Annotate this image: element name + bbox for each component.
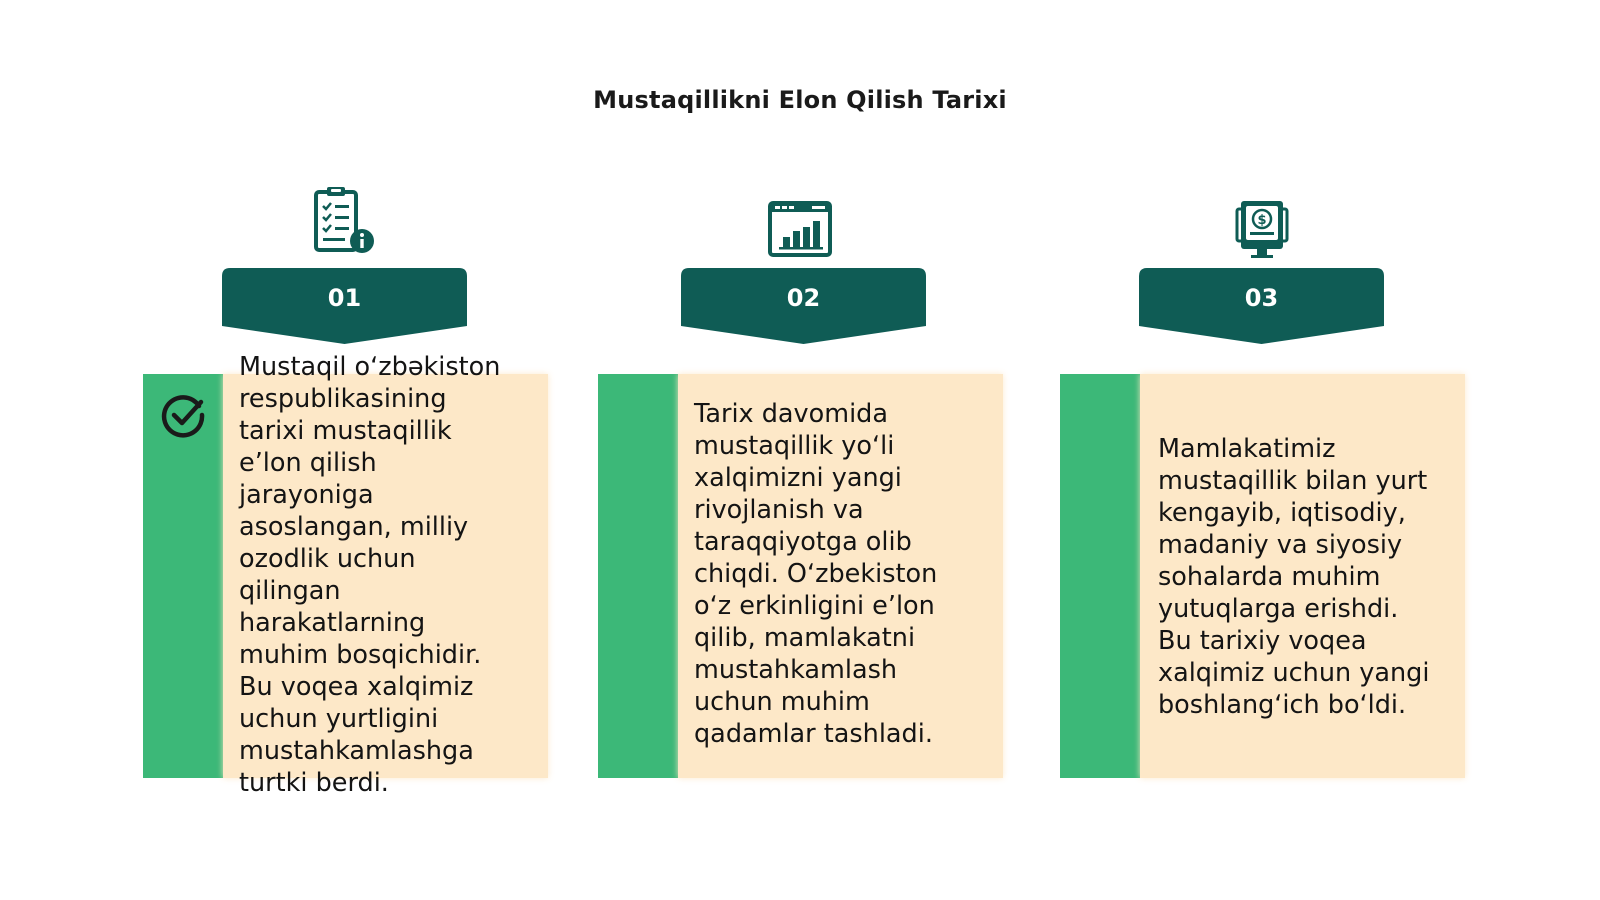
page-title: Mustaqillikni Elon Qilish Tarixi (593, 86, 1007, 114)
browser-bar-chart-icon (768, 196, 832, 266)
step-number-tab (681, 268, 926, 344)
step-number: 01 (327, 284, 362, 312)
card-accent-bar (1060, 374, 1140, 778)
step-description: Mamlakatimiz mustaqillik bilan yurt kengayib, iqtisodiy, madaniy va siyosiy sohalarda muhim yutuqlarga erishdi. Bu tarixiy voqea xalqimiz uchun yangi boshlangʻich boʻldi. (1158, 434, 1430, 720)
step-description: Tarix davomida mustaqillik yoʻli xalqimizni yangi rivojlanish va taraqqiyotga olib chiqdi. Oʻzbekiston oʻz erkinligini e’lon qilib, mamlakatni mustahkamlash uchun muhim qadamlar tashladi. (694, 399, 938, 749)
card-accent-bar (143, 374, 223, 778)
clipboard-checklist-info-icon (312, 186, 376, 256)
card-accent-bar (598, 374, 678, 778)
step-number-tab (1139, 268, 1384, 344)
monitor-dollar-icon (1230, 196, 1294, 266)
step-number-tab (222, 268, 467, 344)
step-number: 03 (1244, 284, 1279, 312)
step-card (1060, 374, 1465, 778)
svg-text:$: $ (1257, 213, 1267, 228)
check-circle-icon (161, 392, 207, 438)
step-number: 02 (786, 284, 821, 312)
step-card (598, 374, 1003, 778)
step-card (143, 352, 548, 798)
step-description: Mustaqil oʻzbəkiston respublikasining tarixi mustaqillik e’lon qilish jarayoniga asoslangan, milliy ozodlik uchun qilingan harakatlarning muhim bosqichidir. Bu voqea xalqimiz uchun yurtligini mustahkamlashga turtki berdi. (239, 352, 501, 798)
